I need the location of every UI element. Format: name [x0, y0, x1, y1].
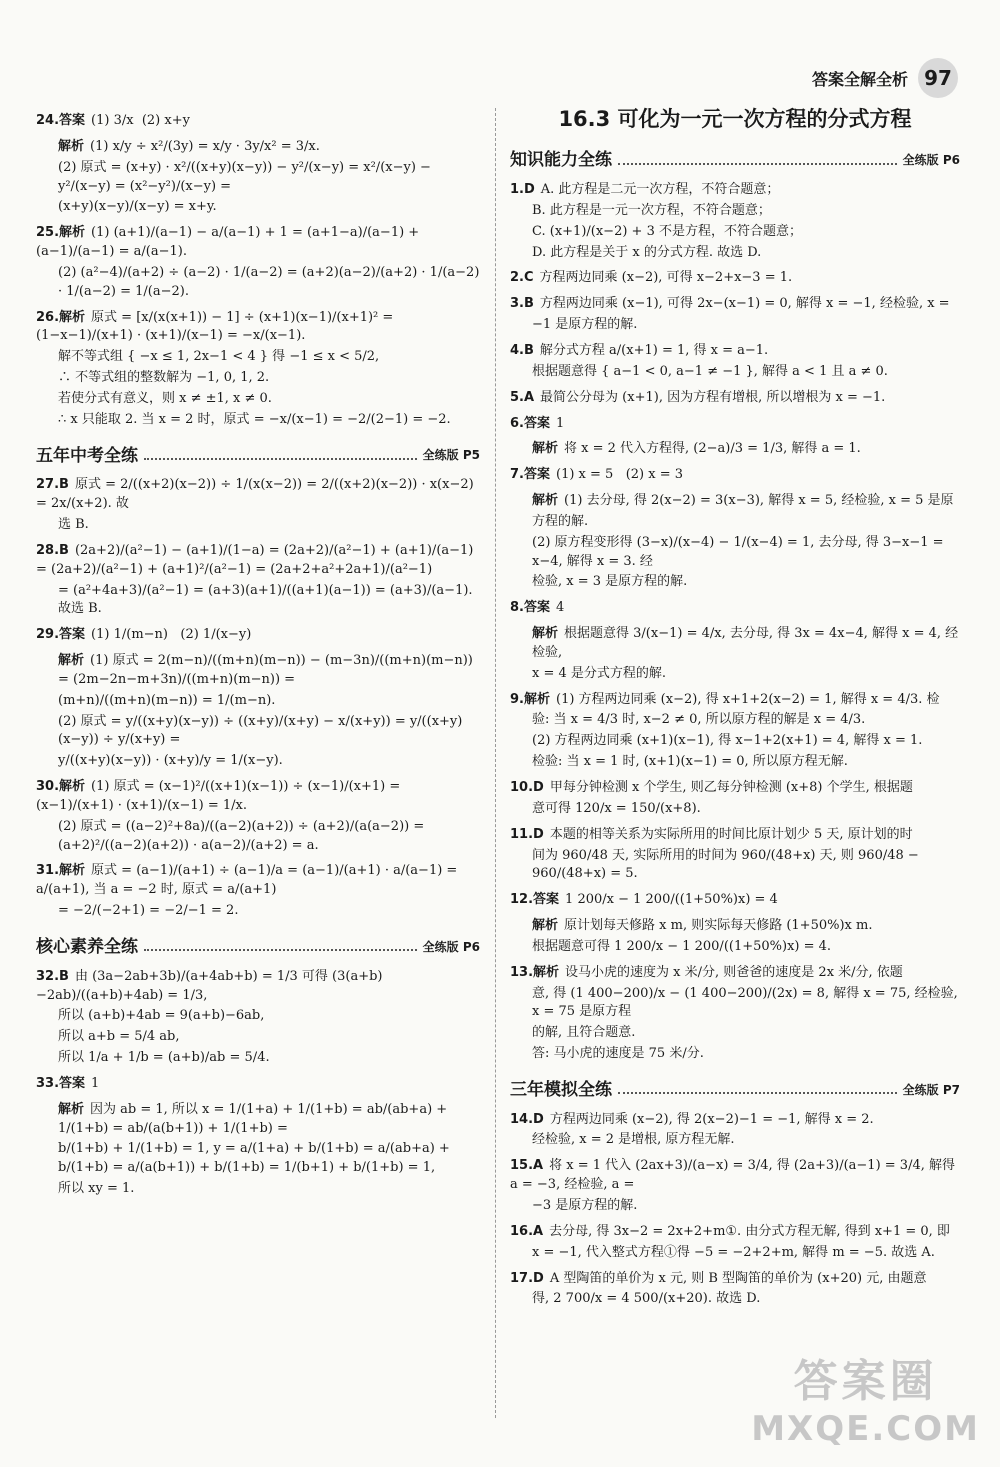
answer-line	[510, 691, 960, 710]
answer-line	[36, 264, 484, 302]
answer-item	[510, 917, 960, 957]
answer-text: A. 此方程是二元一次方程，不符合题意；	[540, 182, 780, 198]
answer-text: 原计划每天修路 x m, 则实际每天修路 (1+50%)x m.	[564, 918, 873, 934]
question-number: 31.	[36, 863, 60, 879]
answer-item	[510, 691, 960, 772]
answer-line	[510, 1111, 960, 1130]
left-block-3	[36, 968, 480, 1199]
answer-line	[36, 159, 480, 197]
answer-line	[36, 818, 480, 856]
answer-text: 意, 得 (1 400−200)/x − (1 400−200)/(2x) = 8, 解得 x = 75, 经检验, x = 75 是原方程	[532, 985, 962, 1020]
answer-line	[36, 1049, 480, 1068]
answer-line	[36, 652, 480, 690]
answer-tag: 解析	[59, 309, 86, 325]
answer-tag: D	[533, 1111, 544, 1127]
question-number: 9.	[510, 691, 524, 707]
answer-item	[510, 779, 960, 819]
answer-item	[510, 342, 960, 382]
answer-item	[36, 542, 480, 619]
answer-line	[36, 902, 480, 921]
answer-line	[36, 1007, 480, 1026]
question-number: 17.	[510, 1270, 534, 1286]
answer-text: (1) 1/(m−n) (2) 1/(x−y)	[91, 627, 252, 643]
answer-text: y/((x+y)(x−y)) · (x+y)/y = 1/(x−y).	[58, 753, 283, 769]
answer-text: 原式 = 2/((x+2)(x−2)) ÷ 1/(x(x−2)) = 2/((x+2)(x−2)) · x(x−2) = 2x/(x+2). 故	[36, 477, 478, 512]
answer-line	[36, 516, 480, 535]
answer-line	[510, 753, 960, 772]
answer-line	[510, 1131, 960, 1150]
answer-text: 由 (3a−2ab+3b)/(a+4ab+b) = 1/3 可得 (3(a+b)−2ab)/((a+b)+4ab) = 1/3,	[36, 968, 383, 1003]
question-number: 1.	[510, 182, 524, 198]
answer-text: B. 此方程是一元一次方程，不符合题意；	[532, 202, 771, 218]
answer-text: = (a²+4a+3)/(a²−1) = (a+3)(a+1)/((a+1)(a−1)) = (a+3)/(a−1). 故选 B.	[58, 582, 477, 617]
answer-item	[36, 112, 480, 131]
answer-text: 所以 (a+b)+4ab = 9(a+b)−6ab,	[58, 1008, 265, 1024]
answer-text: 设马小虎的速度为 x 米/分, 则爸爸的速度是 2x 米/分, 依题	[565, 964, 903, 980]
answer-text: 1	[91, 1075, 100, 1091]
answer-text: 选 B.	[58, 516, 89, 532]
answer-text: b/(1+b) + 1/(1+b) = 1, y = a/(1+a) + b/(1+b) = a/(ab+a) + b/(1+b) = a/(a(b+1)) + b/(1+b) = 1/(b+1) + b/(1+b) = 1,	[58, 1141, 454, 1176]
answer-line	[510, 665, 960, 684]
answer-text: C. (x+1)/(x−2) + 3 不是方程，不符合题意；	[532, 223, 802, 239]
answer-line	[510, 1197, 960, 1216]
answer-tag: 解析	[532, 441, 559, 457]
answer-text: 因为 ab = 1, 所以 x = 1/(1+a) + 1/(1+b) = ab/(ab+a) + 1/(1+b) = ab/(a(b+1)) + 1/(1+b) =	[58, 1101, 452, 1136]
answer-tag: C	[523, 270, 534, 286]
answer-text: 最简公分母为 (x+1), 因为方程有增根, 所以增根为 x = −1.	[540, 389, 886, 405]
answer-text: (x+y)(x−y)/(x−y) = x+y.	[58, 199, 217, 215]
answer-tag: A	[533, 1158, 544, 1174]
answer-line	[36, 390, 480, 409]
answer-line	[510, 985, 960, 1023]
answer-line	[36, 411, 480, 430]
answer-item	[510, 295, 960, 335]
answer-line	[510, 440, 960, 459]
answer-line	[510, 625, 960, 663]
answer-line	[510, 1045, 960, 1064]
answer-text: 根据题意可得 1 200/x − 1 200/((1+50%)x) = 4.	[532, 938, 832, 954]
question-number: 24.	[36, 113, 60, 128]
section-ref: 全练版 P5	[422, 448, 480, 463]
section-header-knowledge	[510, 148, 960, 173]
section-title: 五年中考全练	[36, 445, 138, 466]
answer-text: 所以 xy = 1.	[58, 1181, 135, 1197]
section-leader	[144, 949, 417, 951]
answer-item	[36, 138, 480, 217]
section-header-five-year	[36, 444, 480, 469]
answer-line	[510, 891, 960, 910]
answer-line	[36, 968, 480, 1006]
answer-item	[510, 1270, 960, 1310]
answer-tag: 答案	[523, 467, 550, 483]
answer-text: 方程两边同乘 (x−2), 可得 x−2+x−3 = 1.	[539, 270, 793, 286]
answer-item	[36, 652, 480, 771]
answer-item	[36, 476, 480, 535]
question-number: 25.	[36, 225, 60, 241]
answer-text: (2) 原式 = (x+y) · x²/((x+y)(x−y)) − y²/(x−y) = x²/(x−y) − y²/(x−y) = (x²−y²)/(x−y) =	[58, 159, 436, 194]
answer-line	[510, 826, 960, 845]
question-number: 8.	[510, 600, 524, 616]
answer-tag: B	[59, 968, 69, 984]
answer-text: (2) 原方程变形得 (3−x)/(x−4) − 1/(x−4) = 1, 去分母, 得 3−x−1 = x−4, 解得 x = 3. 经	[532, 534, 948, 569]
answer-text: ∴ 不等式组的整数解为 −1, 0, 1, 2.	[58, 370, 270, 386]
right-block-1	[510, 181, 960, 1064]
answer-tag: 解析	[58, 1101, 85, 1117]
answer-line	[36, 309, 480, 347]
answer-tag: D	[533, 1270, 544, 1286]
answer-line	[510, 466, 960, 485]
answer-line	[510, 779, 960, 798]
watermark	[751, 1345, 980, 1449]
answer-text: 去分母, 得 3x−2 = 2x+2+m①. 由分式方程无解, 得到 x+1 = 0, 即	[549, 1223, 950, 1239]
answer-item	[510, 492, 960, 592]
answer-line	[510, 711, 960, 730]
answer-line	[36, 138, 480, 157]
section-ref: 全练版 P7	[902, 1082, 960, 1097]
answer-tag: 解析	[533, 964, 560, 980]
question-number: 16.	[510, 1223, 534, 1239]
answer-item	[510, 466, 960, 485]
answer-text: x = −1, 代入整式方程①得 −5 = −2+2+m, 解得 m = −5. 故选 A.	[532, 1244, 935, 1260]
answer-item	[510, 1111, 960, 1151]
question-number: 28.	[36, 542, 60, 558]
answer-line	[510, 492, 960, 511]
answer-line	[510, 938, 960, 957]
answer-tag: 解析	[58, 138, 85, 154]
answer-text: (1) 方程两边同乘 (x−2), 得 x+1+2(x−2) = 1, 解得 x = 4/3. 检	[556, 691, 940, 707]
answer-line	[510, 415, 960, 434]
answer-line	[510, 202, 960, 221]
answer-text: (m+n)/((m+n)(m−n)) = 1/(m−n).	[58, 692, 276, 708]
answer-text: 经检验, x = 2 是增根, 原方程无解.	[532, 1132, 735, 1148]
watermark-logo: 答案圈	[793, 1356, 938, 1407]
answer-tag: 答案	[523, 415, 550, 431]
answer-item	[510, 269, 960, 288]
answer-line	[36, 778, 480, 816]
answer-item	[36, 309, 480, 430]
answer-text: x = 4 是分式方程的解.	[532, 665, 667, 681]
answer-line	[510, 363, 960, 382]
answer-text: (2) (a²−4)/(a+2) ÷ (a−2) · 1/(a−2) = (a+2)(a−2)/(a+2) · 1/(a−2) · 1/(a−2) = 1/(a−2).	[58, 264, 484, 299]
answer-text: 检验, x = 3 是原方程的解.	[532, 574, 688, 590]
question-number: 11.	[510, 826, 534, 842]
answer-text: 将 x = 1 代入 (2ax+3)/(a−x) = 3/4, 得 (2a+3)/(a−1) = 3/4, 解得 a = −3, 经检验, a =	[510, 1158, 960, 1193]
section-title: 知识能力全练	[510, 150, 612, 171]
answer-text: (1) 原式 = (x−1)²/((x+1)(x−1)) ÷ (x−1)/(x+1) = (x−1)/(x+1) · (x+1)/(x−1) = 1/x.	[36, 779, 405, 813]
answer-line	[36, 1140, 480, 1178]
answer-text: 方程两边同乘 (x−1), 可得 2x−(x−1) = 0, 解得 x = −1, 经检验, x =	[539, 296, 950, 312]
answer-item	[510, 964, 960, 1064]
answer-tag: 解析	[59, 225, 86, 241]
question-number: 3.	[510, 296, 524, 312]
answer-item	[510, 440, 960, 459]
answer-item	[36, 224, 484, 301]
question-number: 5.	[510, 389, 524, 405]
answer-tag: D	[533, 826, 544, 842]
answer-line	[36, 582, 480, 620]
answer-tag: A	[523, 389, 535, 405]
question-number: 27.	[36, 477, 60, 493]
answer-line	[510, 1223, 960, 1242]
answer-tag: A	[533, 1223, 544, 1239]
answer-tag: 解析	[59, 779, 86, 795]
answer-text: (2) 原式 = ((a−2)²+8a)/((a−2)(a+2)) ÷ (a+2)/(a(a−2)) = (a+2)²/((a−2)(a+2)) · a(a−2)/(a+2) = a.	[58, 818, 429, 853]
answer-text: (1) (a+1)/(a−1) − a/(a−1) + 1 = (a+1−a)/(a−1) + (a−1)/(a−1) = a/(a−1).	[36, 225, 424, 260]
answer-line	[510, 1024, 960, 1043]
answer-item	[36, 862, 480, 921]
answer-tag: B	[59, 477, 69, 493]
answer-tag: 解析	[59, 863, 86, 879]
answer-text: 意可得 120/x = 150/(x+8).	[532, 800, 701, 816]
answer-line	[510, 599, 960, 618]
question-number: 30.	[36, 779, 60, 795]
answer-text: −1 是原方程的解.	[532, 317, 638, 333]
answer-item	[36, 1075, 480, 1094]
answer-text: (1) 3/x (2) x+y	[91, 113, 190, 128]
question-number: 26.	[36, 309, 60, 325]
left-block-1	[36, 112, 484, 430]
answer-item	[510, 415, 960, 434]
answer-item	[510, 389, 960, 408]
answer-text: 解分式方程 a/(x+1) = 1, 得 x = a−1.	[539, 342, 769, 358]
answer-text: 若使分式有意义，则 x ≠ ±1, x ≠ 0.	[58, 390, 272, 406]
answer-tag: D	[533, 780, 544, 796]
answer-item	[36, 1101, 480, 1199]
answer-item	[510, 1223, 960, 1263]
watermark-url: MXQE.COM	[751, 1409, 980, 1449]
answer-line	[36, 112, 480, 131]
answer-item	[510, 181, 960, 262]
answer-line	[510, 269, 960, 288]
answer-item	[36, 778, 480, 855]
page-header	[812, 58, 958, 98]
answer-item	[510, 826, 960, 885]
answer-tag: 解析	[58, 653, 85, 669]
answer-line	[36, 348, 480, 367]
answer-text: 1	[556, 415, 565, 431]
right-column	[510, 107, 962, 1316]
question-number: 32.	[36, 968, 60, 984]
answer-text: 1 200/x − 1 200/((1+50%)x) = 4	[565, 892, 778, 908]
answer-item	[36, 968, 480, 1068]
answer-line	[510, 1270, 960, 1289]
answer-text: A 型陶笛的单价为 x 元, 则 B 型陶笛的单价为 (x+20) 元, 由题意	[549, 1270, 927, 1286]
answer-item	[36, 626, 480, 645]
answer-text: 得, 2 700/x = 4 500/(x+20). 故选 D.	[532, 1291, 761, 1307]
answer-line	[36, 1075, 480, 1094]
column-divider	[495, 108, 496, 1418]
section-title: 三年模拟全练	[510, 1079, 612, 1100]
left-block-2	[36, 476, 480, 921]
answer-line	[36, 626, 480, 645]
answer-line	[36, 1101, 480, 1139]
answer-item	[510, 599, 960, 618]
answer-text: 根据题意得 { a−1 < 0, a−1 ≠ −1 }, 解得 a < 1 且 a ≠ 0.	[532, 363, 888, 379]
page-number: 97	[918, 58, 958, 98]
question-number: 15.	[510, 1158, 534, 1174]
answer-line	[36, 542, 480, 580]
answer-line	[510, 223, 960, 242]
answer-text: 本题的相等关系为实际所用的时间比原计划少 5 天, 原计划的时	[549, 826, 913, 842]
question-number: 4.	[510, 342, 524, 358]
answer-line	[510, 513, 960, 532]
answer-text: 将 x = 2 代入方程得, (2−a)/3 = 1/3, 解得 a = 1.	[564, 441, 861, 457]
answer-line	[36, 1028, 480, 1047]
answer-line	[510, 917, 960, 936]
answer-text: (2) 方程两边同乘 (x+1)(x−1), 得 x−1+2(x+1) = 4, 解得 x = 1.	[532, 733, 923, 749]
answer-item	[510, 1157, 960, 1216]
answer-line	[510, 389, 960, 408]
question-number: 29.	[36, 627, 60, 643]
section-leader	[618, 163, 897, 165]
answer-text: 4	[556, 600, 565, 616]
answer-text: 方程的解.	[532, 513, 589, 529]
answer-line	[510, 244, 960, 263]
answer-line	[36, 752, 480, 771]
question-number: 7.	[510, 467, 524, 483]
answer-line	[510, 800, 960, 819]
section-ref: 全练版 P6	[902, 153, 960, 168]
answer-text: ∴ x 只能取 2. 当 x = 2 时，原式 = −x/(x−1) = −2/(2−1) = −2.	[58, 411, 451, 427]
question-number: 33.	[36, 1075, 60, 1091]
answer-line	[510, 181, 960, 200]
answer-line	[510, 847, 960, 885]
answer-text: = −2/(−2+1) = −2/−1 = 2.	[58, 903, 239, 919]
answer-line	[510, 316, 960, 335]
right-block-2	[510, 1111, 960, 1310]
answer-tag: 答案	[59, 1075, 86, 1091]
answer-tag: 解析	[532, 626, 559, 642]
answer-tag: B	[523, 296, 534, 312]
section-title: 核心素养全练	[36, 937, 138, 958]
question-number: 2.	[510, 270, 524, 286]
section-ref: 全练版 P6	[422, 939, 480, 954]
answer-tag: 答案	[533, 892, 560, 908]
answer-line	[510, 732, 960, 751]
answer-tag: D	[523, 182, 535, 198]
answer-text: (2a+2)/(a²−1) − (a+1)/(1−a) = (2a+2)/(a²−1) + (a+1)/(a−1) = (2a+2)/(a²−1) + (a+1)²/(a²−1) = (2a+2+a²+2a+1)/(a²−1)	[36, 542, 478, 577]
answer-text: (2) 原式 = y/((x+y)(x−y)) ÷ ((x+y)/(x+y) − x/(x+y)) = y/((x+y)(x−y)) ÷ y/(x+y) =	[58, 713, 463, 748]
answer-text: 的解, 且符合题意.	[532, 1025, 636, 1041]
answer-text: (1) 去分母, 得 2(x−2) = 3(x−3), 解得 x = 5, 经检验, x = 5 是原	[564, 493, 954, 509]
answer-item	[510, 625, 960, 684]
question-number: 12.	[510, 892, 534, 908]
answer-line	[36, 198, 480, 217]
answer-line	[510, 1244, 960, 1263]
answer-text: 原式 = [x/(x(x+1)) − 1] ÷ (x+1)(x−1)/(x+1)² = (1−x−1)/(x+1) · (x+1)/(x−1) = −x/(x−1).	[36, 309, 398, 344]
answer-tag: 答案	[59, 627, 86, 643]
answer-text: 间为 960/48 天, 实际所用的时间为 960/(48+x) 天, 则 960/48 − 960/(48+x) = 5.	[532, 847, 923, 882]
section-header-core	[36, 935, 480, 960]
answer-text: 所以 a+b = 5/4 ab,	[58, 1029, 180, 1045]
answer-tag: 答案	[59, 113, 86, 128]
answer-line	[36, 692, 480, 711]
answer-line	[510, 1290, 960, 1309]
answer-tag: 答案	[523, 600, 550, 616]
answer-line	[510, 964, 960, 983]
question-number: 13.	[510, 964, 534, 980]
answer-line	[510, 573, 960, 592]
answer-tag: B	[59, 542, 69, 558]
answer-line	[36, 224, 480, 262]
answer-text: 甲每分钟检测 x 个学生, 则乙每分钟检测 (x+8) 个学生, 根据题	[549, 780, 913, 796]
section-leader	[144, 458, 417, 460]
answer-text: 根据题意得 3/(x−1) = 4/x, 去分母, 得 3x = 4x−4, 解得 x = 4, 经检验,	[532, 626, 959, 660]
question-number: 6.	[510, 415, 524, 431]
left-column	[36, 110, 484, 1206]
answer-text: 答: 马小虎的速度是 75 米/分.	[532, 1046, 704, 1062]
answer-tag: 解析	[523, 691, 550, 707]
question-number: 10.	[510, 780, 534, 796]
answer-item	[510, 891, 960, 910]
header-label: 答案全解全析	[811, 69, 908, 89]
answer-line	[36, 862, 480, 900]
answer-text: (1) x/y ÷ x²/(3y) = x/y · 3y/x² = 3/x.	[90, 138, 320, 154]
answer-line	[510, 295, 960, 314]
answer-line	[510, 534, 960, 572]
answer-text: −3 是原方程的解.	[532, 1198, 638, 1213]
answer-text: 原式 = (a−1)/(a+1) ÷ (a−1)/a = (a−1)/(a+1) · a/(a−1) = a/(a+1), 当 a = −2 时, 原式 = a/(a+1)	[36, 863, 462, 898]
answer-text: 解不等式组 { −x ≤ 1, 2x−1 < 4 } 得 −1 ≤ x < 5/2,	[58, 349, 380, 365]
answer-line	[510, 1157, 960, 1195]
answer-line	[36, 1180, 480, 1199]
section-header-three-year	[510, 1078, 960, 1103]
answer-text: D. 此方程是关于 x 的分式方程. 故选 D.	[532, 244, 762, 260]
answer-text: 所以 1/a + 1/b = (a+b)/ab = 5/4.	[58, 1050, 270, 1066]
answer-tag: 解析	[532, 493, 559, 509]
answer-line	[36, 369, 480, 388]
answer-line	[510, 342, 960, 361]
chapter-title: 16.3 可化为一元一次方程的分式方程	[558, 107, 912, 131]
answer-line	[36, 476, 480, 514]
question-number: 14.	[510, 1111, 534, 1127]
answer-text: 检验: 当 x = 1 时, (x+1)(x−1) = 0, 所以原方程无解.	[532, 754, 848, 770]
answer-tag: 解析	[532, 918, 559, 934]
answer-text: (1) x = 5 (2) x = 3	[556, 467, 684, 483]
answer-line	[36, 713, 480, 751]
section-leader	[618, 1092, 897, 1094]
answer-text: (1) 原式 = 2(m−n)/((m+n)(m−n)) − (m−3n)/((m+n)(m−n)) = (2m−2n−m+3n)/((m+n)(m−n)) =	[58, 653, 478, 687]
answer-tag: B	[523, 342, 534, 358]
answer-text: 验: 当 x = 4/3 时, x−2 ≠ 0, 所以原方程的解是 x = 4/3.	[532, 712, 866, 728]
answer-text: 方程两边同乘 (x−2), 得 2(x−2)−1 = −1, 解得 x = 2.	[549, 1111, 874, 1127]
